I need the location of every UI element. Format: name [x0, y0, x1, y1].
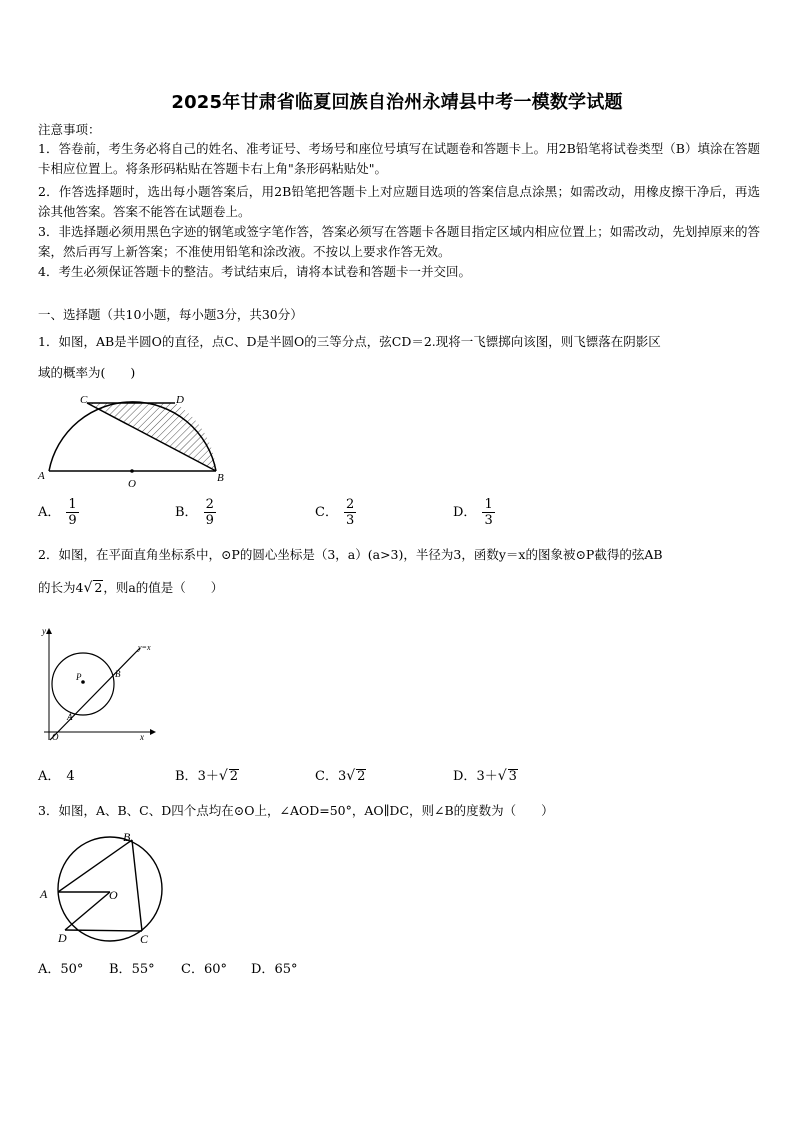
note-item-1: 1．答卷前，考生务必将自己的姓名、准考证号、考场号和座位号填写在试题卷和答题卡上。用2B铅笔将试卷类型（B）填涂在答题卡相应位置上。将条形码粘贴在答题卡右上角"条形码粘贴处"。: [38, 141, 760, 176]
q2-label-p: P: [76, 672, 82, 682]
q1-option-a: A． $\frac{1}{9}$: [38, 497, 77, 528]
q3-label-d: D: [58, 931, 67, 945]
note-item-2: 2．作答选择题时，选出每小题答案后，用2B铅笔把答题卡上对应题目选项的答案信息点涂黑；如需改动，用橡皮擦干净后，再选涂其他答案。答案不能答在试题卷上。: [38, 184, 760, 219]
q3-label-c: C: [140, 932, 149, 946]
q1-label-o: O: [128, 478, 136, 490]
q2-label-o: O: [52, 732, 59, 742]
q1-option-d: D． $\frac{1}{3}$: [453, 497, 493, 528]
q2-label-a: A: [67, 712, 73, 722]
q2-label-line: y=x: [138, 643, 151, 652]
q2-text-line1: 2．如图，在平面直角坐标系中，⊙P的圆心坐标是（3，a）(a>3)，半径为3，函数y＝x的图象被⊙P截得的弦AB: [38, 547, 663, 562]
q1-label-d: D: [176, 394, 184, 406]
note-item-4: 4．考生必须保证答题卡的整洁。考试结束后，请将本试卷和答题卡一并交回。: [38, 264, 471, 279]
page-title: 2025年甘肃省临夏回族自治州永靖县中考一模数学试题: [171, 92, 623, 113]
q2-label-b: B: [115, 669, 121, 679]
q2-coordinate-figure: [32, 622, 162, 744]
q3-text: 3．如图，A、B、C、D四个点均在⊙O上，∠AOD=50°，AO∥DC，则∠B的度数为（ ）: [38, 803, 554, 818]
notes-heading: 注意事项：: [38, 122, 101, 137]
q1-option-b: B． $\frac{2}{9}$: [175, 497, 214, 528]
q2-label-y: y: [42, 626, 46, 636]
q3-option-c: C．60°: [181, 962, 227, 977]
note-item-3: 3．非选择题必须用黑色字迹的钢笔或签字笔作答，答案必须写在答题卡各题目指定区域内相应位置上；如需改动，先划掉原来的答案，然后再写上新答案；不准使用铅笔和涂改液。不按以上要求作答无效。: [38, 224, 760, 259]
q3-label-a: A: [40, 887, 48, 901]
q1-semicircle-figure: [30, 388, 230, 490]
section-heading: 一、选择题（共10小题，每小题3分，共30分）: [38, 307, 303, 322]
q3-option-a: A．50°: [38, 962, 84, 977]
q3-label-b: B: [123, 830, 131, 844]
q3-circle-figure: [36, 826, 166, 946]
q2-option-a: A． 4: [38, 769, 75, 784]
q3-option-d: D．65°: [251, 962, 298, 977]
q1-label-b: B: [217, 472, 224, 484]
q1-text-line2: 域的概率为( ): [38, 365, 136, 380]
q1-text-line1: 1．如图，AB是半圆O的直径，点C、D是半圆O的三等分点，弦CD＝2.现将一飞镖掷向该图，则飞镖落在阴影区: [38, 334, 661, 349]
q3-label-o: O: [109, 888, 118, 902]
q2-label-x: x: [140, 732, 144, 742]
q2-option-d: D．3＋√ 3: [453, 768, 517, 784]
q1-option-c: C． $\frac{2}{3}$: [315, 497, 355, 528]
q3-option-b: B．55°: [109, 962, 155, 977]
q1-label-a: A: [38, 470, 45, 482]
q2-option-c: C．3√ 2: [315, 768, 366, 784]
q2-option-b: B．3＋√ 2: [175, 768, 239, 784]
q1-label-c: C: [80, 394, 88, 406]
q2-text-line2: 的长为4√ 2，则a的值是（ ）: [38, 580, 224, 596]
